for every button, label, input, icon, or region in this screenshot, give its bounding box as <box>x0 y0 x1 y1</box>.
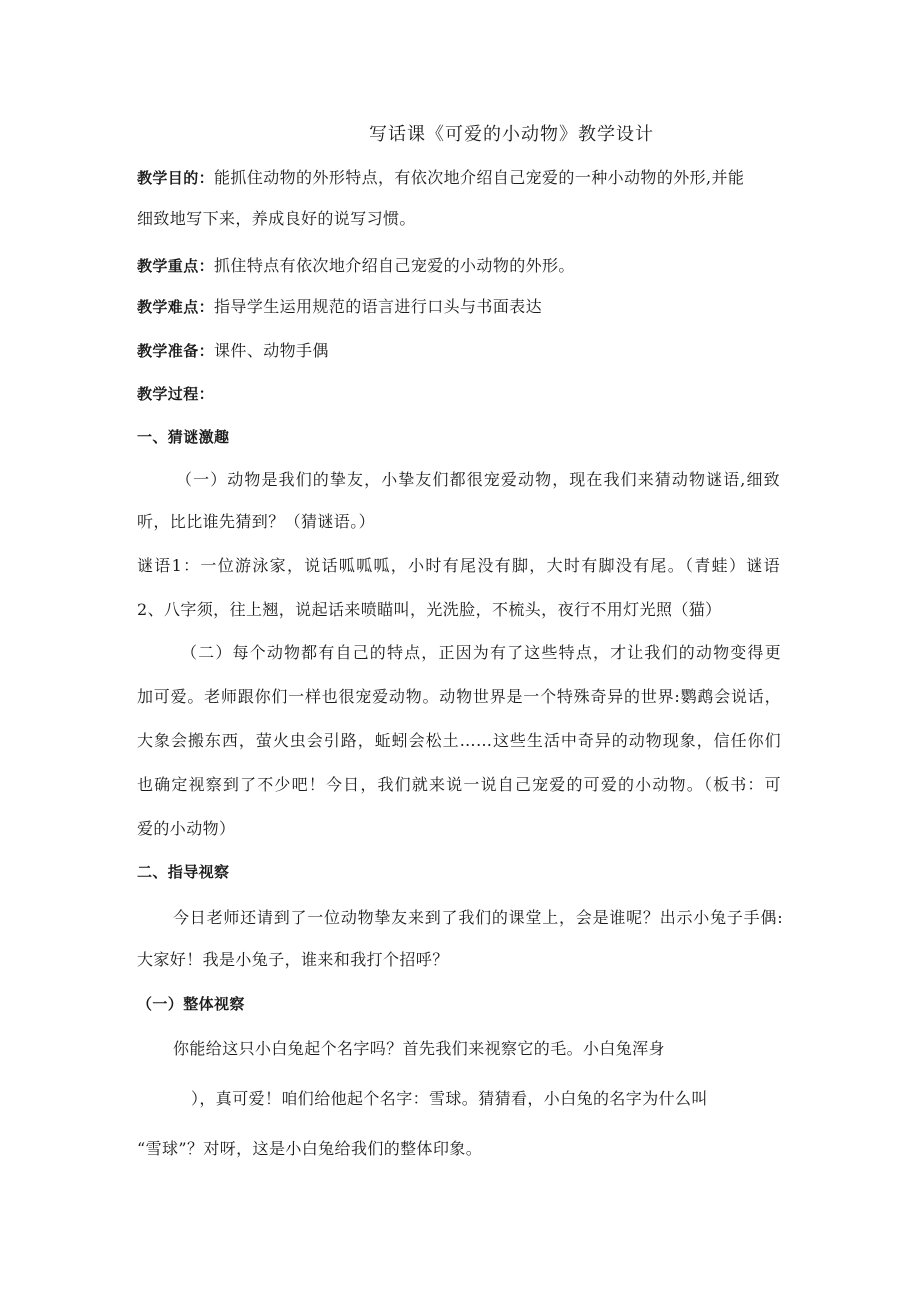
objective-label: 教学目的： <box>137 169 215 187</box>
section1-para2-line4: 也确定视察到了不少吧！今日，我们就来说一说自己宠爱的可爱的小动物。（板书：可 <box>137 775 781 794</box>
keypoint-label: 教学重点： <box>137 257 215 275</box>
section2-para2-line2: ），真可爱！咱们给他起个名字：雪球。猜猜看，小白兔的名字为什么叫 <box>191 1089 708 1108</box>
preparation-label: 教学准备： <box>137 342 215 360</box>
section2-sub-heading: （一）整体视察 <box>137 995 245 1013</box>
objective-line-1 <box>137 168 744 188</box>
section1-heading: 一、猜谜激趣 <box>137 428 230 446</box>
section2-heading: 二、指导视察 <box>137 863 230 881</box>
section1-para2-line3: 大象会搬东西，萤火虫会引路，蚯蚓会松土……这些生活中奇异的动物现象，信任你们 <box>137 731 781 750</box>
process-label: 教学过程： <box>137 385 215 403</box>
section2-para1-line1: 今日老师还请到了一位动物挚友来到了我们的课堂上，会是谁呢？出示小兔子手偶: <box>173 908 783 927</box>
document-title: 写话课《可爱的小动物》教学设计 <box>369 124 654 145</box>
section1-para2-line2: 加可爱。老师跟你们一样也很宠爱动物。动物世界是一个特殊奇异的世界:鹦鹉会说话， <box>137 687 781 706</box>
section2-para2-line3: “雪球”？对呀，这是小白兔给我们的整体印象。 <box>137 1139 483 1158</box>
difficulty-text: 指导学生运用规范的语言进行口头与书面表达 <box>214 297 543 316</box>
section2-para1-line2: 大家好！我是小兔子，谁来和我打个招呼？ <box>137 950 449 969</box>
keypoint-text: 抓住特点有依次地介绍自己宠爱的小动物的外形。 <box>214 256 575 275</box>
section1-para1-line1: （一）动物是我们的挚友，小挚友们都很宠爱动物，现在我们来猜动物谜语,细致 <box>176 470 780 489</box>
objective-text: 能抓住动物的外形特点，有依次地介绍自己宠爱的一种小动物的外形,并能 <box>214 168 745 187</box>
riddle-line-1: 谜语1：一位游泳家，说话呱呱呱，小时有尾没有脚，大时有脚没有尾。（青蛙）谜语 <box>137 556 780 575</box>
riddle-line-2: 2、八字须，往上翘，说起话来喷瞄叫，光洗脸，不梳头，夜行不用灯光照（猫） <box>137 600 722 619</box>
section2-para2-line1: 你能给这只小白兔起个名字吗？首先我们来视察它的毛。小白兔浑身 <box>173 1039 666 1058</box>
keypoint-line <box>137 256 575 276</box>
objective-line-2: 细致地写下来，养成良好的说写习惯。 <box>137 209 416 228</box>
difficulty-line <box>137 297 542 317</box>
section1-para2-line1: （二）每个动物都有自己的特点，正因为有了这些特点，才让我们的动物变得更 <box>181 643 781 662</box>
preparation-line <box>137 341 329 361</box>
section1-para2-line5: 爱的小动物） <box>137 819 236 838</box>
difficulty-label: 教学难点： <box>137 298 215 316</box>
section1-para1-line2: 听，比比谁先猜到？（猜谜语。） <box>137 512 376 531</box>
preparation-text: 课件、动物手偶 <box>214 341 329 360</box>
